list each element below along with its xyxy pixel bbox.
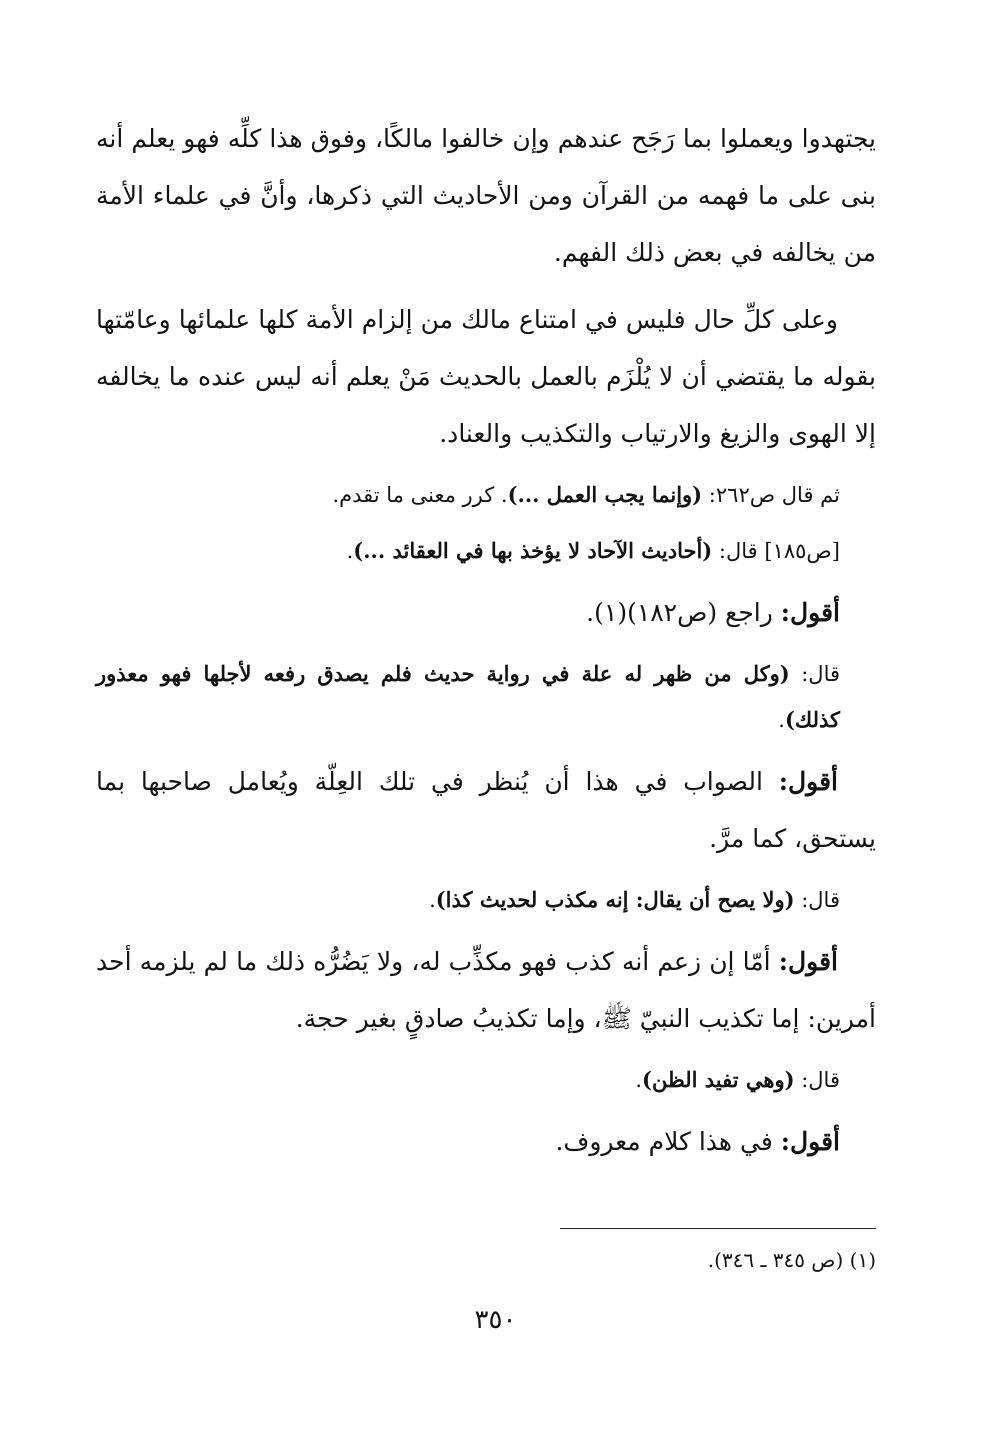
- quote-4-bold: (أحاديث الآحاد لا يؤخذ بها في العقائد ...): [353, 538, 713, 563]
- page-number: ٣٥٠: [474, 1305, 517, 1335]
- reply-5-text: راجع (ص١٨٢)(١).: [586, 598, 781, 627]
- quote-6: [96, 651, 876, 743]
- quote-4-post: .: [346, 539, 354, 563]
- quote-3-pre: ثم قال ص٢٦٢:: [702, 483, 840, 507]
- paragraph-1-text: يجتهدوا ويعملوا بما رَجَح عندهم وإن خالفوا مالكًا، وفوق هذا كلِّه فهو يعلم أنه بنى على ما فهمه من القرآن ومن الأحاديث التي ذكرها، وأنَّ في علماء الأمة من يخالفه في بعض ذلك الفهم.: [96, 124, 876, 267]
- quote-4: [96, 528, 876, 574]
- reply-9-label: أقول:: [778, 947, 838, 976]
- quote-8-pre: قال:: [794, 888, 840, 912]
- quote-3-bold: (وإنما يجب العمل ...): [507, 482, 703, 507]
- paragraph-2-text: وعلى كلِّ حال فليس في امتناع مالك من إلزام الأمة كلها علمائها وعامّتها بقوله ما يقتضي أن لا يُلْزَم بالعمل بالحديث مَنْ يعلم أنه ليس عنده ما يخالفه إلا الهوى والزيغ والارتياب والتكذيب والعناد.: [96, 305, 876, 448]
- paragraph-1: [96, 110, 876, 281]
- footnote-divider: [560, 1228, 876, 1229]
- reply-9-text: أمّا إن زعم أنه كذب فهو مكذِّب له، ولا يَضُرُّه ذلك ما لم يلزمه أحد أمرين: إما تكذيب النبيّ ﷺ، وإما تكذيبُ صادقٍ بغير حجة.: [96, 947, 876, 1033]
- reply-5-label: أقول:: [780, 598, 840, 627]
- quote-6-post: .: [778, 708, 785, 732]
- reply-7-text: الصواب في هذا أن يُنظر في تلك العِلّة ويُعامل صاحبها بما يستحق، كما مرَّ.: [96, 767, 876, 853]
- reply-7: [96, 753, 876, 867]
- reply-11: [96, 1113, 876, 1170]
- paragraph-2: [96, 291, 876, 462]
- reply-5: [96, 584, 876, 641]
- quote-6-pre: قال:: [789, 662, 841, 686]
- quote-10: [96, 1057, 876, 1103]
- quote-3-post: . كرر معنى ما تقدم.: [332, 483, 508, 507]
- quote-10-bold: (وهي تفيد الظن): [642, 1067, 795, 1092]
- quote-10-post: .: [635, 1068, 643, 1092]
- quote-4-pre: [ص١٨٥] قال:: [712, 539, 840, 563]
- reply-9: [96, 933, 876, 1047]
- quote-8: [96, 877, 876, 923]
- quote-10-pre: قال:: [794, 1068, 840, 1092]
- quote-8-bold: (ولا يصح أن يقال: إنه مكذب لحديث كذا): [435, 887, 795, 912]
- reply-7-label: أقول:: [778, 767, 838, 796]
- quote-3: [96, 472, 876, 518]
- footnote: (١) (ص ٣٤٥ ـ ٣٤٦).: [707, 1248, 876, 1272]
- quote-8-post: .: [429, 888, 436, 912]
- page-body: [96, 110, 876, 1170]
- reply-11-text: في هذا كلام معروف.: [555, 1127, 781, 1156]
- quote-6-bold: (وكل من ظهر له علة في رواية حديث فلم يصدق رفعه لأجلها فهو معذور كذلك): [96, 661, 840, 732]
- reply-11-label: أقول:: [780, 1127, 840, 1156]
